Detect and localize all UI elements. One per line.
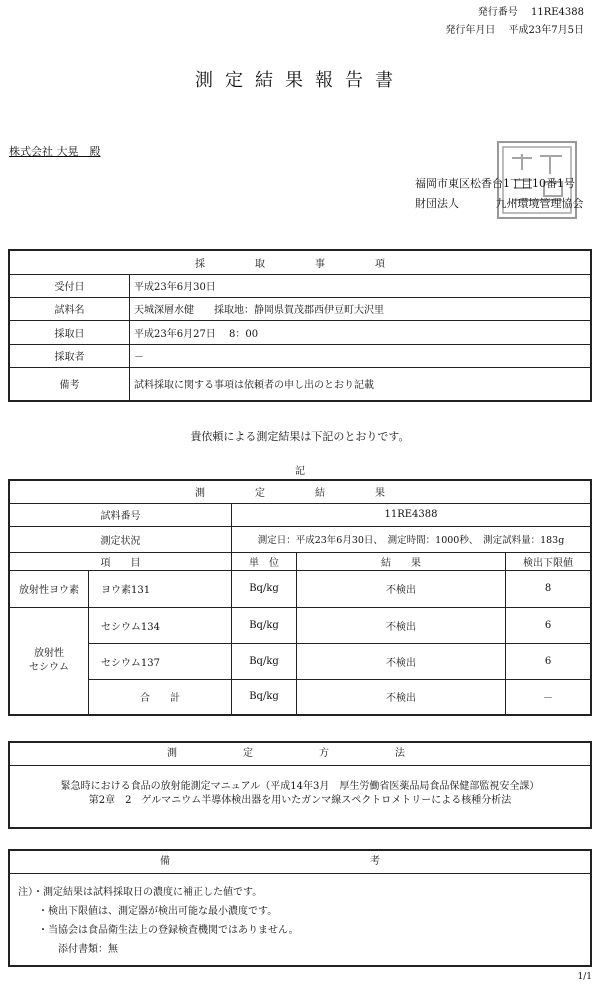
method-body xyxy=(10,766,590,808)
cesium-group-line2: セシウム xyxy=(29,661,69,673)
ki-marker: 記 xyxy=(295,466,305,477)
sampling-heading: 採 取 事 項 xyxy=(9,250,591,274)
result-value: 不検出 xyxy=(297,643,506,679)
cesium-group xyxy=(9,607,89,715)
page-number: 1/1 xyxy=(577,972,592,982)
result-limit: 6 xyxy=(506,607,592,643)
sampling-value: 平成23年6月30日 xyxy=(130,274,592,297)
result-item: セシウム137 xyxy=(89,643,232,679)
method-heading: 測 定 方 法 xyxy=(10,743,590,766)
issuer-org-name: 九州環境管理協会 xyxy=(495,197,584,210)
issuer-org-type: 財団法人 xyxy=(415,197,459,210)
intro-sentence: 貴依頼による測定結果は下記のとおりです。 xyxy=(190,430,410,443)
result-value: 不検出 xyxy=(297,679,506,715)
note-line: 注）・測定結果は試料採取日の濃度に補正した値です。 xyxy=(18,887,263,898)
results-table xyxy=(8,479,592,716)
issue-date-label: 発行年月日 xyxy=(445,25,496,36)
issuer-org xyxy=(415,195,584,211)
result-limit: 8 xyxy=(506,570,592,607)
sampling-value: 試料採取に関する事項は依頼者の申し出のとおり記載 xyxy=(130,367,592,401)
sampling-label: 採取日 xyxy=(9,320,130,344)
result-unit: Bq/kg xyxy=(232,570,297,607)
issue-number xyxy=(478,3,584,18)
issue-number-label: 発行番号 xyxy=(477,7,518,18)
sample-no-value: 11RE4388 xyxy=(232,503,592,526)
page-title: 測定結果報告書 xyxy=(195,70,405,91)
notes-heading: 備 考 xyxy=(10,851,590,874)
notes-box xyxy=(8,849,592,967)
recipient: 株式会社 大晃 殿 xyxy=(9,145,101,158)
issue-date xyxy=(445,21,584,36)
method-box xyxy=(8,741,592,829)
sampling-table xyxy=(8,249,592,402)
condition-label: 測定状況 xyxy=(9,526,232,552)
iodine-group: 放射性ヨウ素 xyxy=(9,570,89,607)
result-value: 不検出 xyxy=(297,607,506,643)
sampling-value: － xyxy=(130,344,592,367)
result-unit: Bq/kg xyxy=(232,643,297,679)
note-line: ・当協会は食品衛生法上の登録検査機関ではありません。 xyxy=(18,925,299,936)
col-item: 項 目 xyxy=(9,552,232,570)
result-item: セシウム134 xyxy=(89,607,232,643)
sampling-value: 平成23年6月27日 8：00 xyxy=(130,320,592,344)
result-unit: Bq/kg xyxy=(232,607,297,643)
result-item: 合 計 xyxy=(89,679,232,715)
sampling-value: 天城深層水健 採取地：静岡県賀茂郡西伊豆町大沢里 xyxy=(130,297,592,320)
sampling-label: 受付日 xyxy=(9,274,130,297)
result-limit: － xyxy=(506,679,592,715)
issuer-address: 福岡市東区松香台1丁目10番1号 xyxy=(415,177,575,190)
condition-value: 測定日：平成23年6月30日、 測定時間：1000秒、 測定試料量：183g xyxy=(232,526,592,552)
note-line: 添付書類：無 xyxy=(18,944,118,955)
method-line: 緊急時における食品の放射能測定マニュアル（平成14年3月 厚生労働省医薬品局食品保健部監視安全課） xyxy=(60,781,540,792)
result-limit: 6 xyxy=(506,643,592,679)
col-limit: 検出下限値 xyxy=(506,552,592,570)
result-item: ヨウ素131 xyxy=(89,570,232,607)
sample-no-label: 試料番号 xyxy=(9,503,232,526)
results-heading: 測 定 結 果 xyxy=(9,480,591,503)
issue-date-value: 平成23年7月5日 xyxy=(508,25,584,36)
result-value: 不検出 xyxy=(297,570,506,607)
sampling-label: 試料名 xyxy=(9,297,130,320)
cesium-group-line1: 放射性 xyxy=(34,647,64,659)
result-unit: Bq/kg xyxy=(232,679,297,715)
col-unit: 単 位 xyxy=(232,552,297,570)
col-result: 結 果 xyxy=(297,552,506,570)
issue-number-value: 11RE4388 xyxy=(530,7,584,18)
notes-body xyxy=(10,874,590,959)
note-line: ・検出下限値は、測定器が検出可能な最小濃度です。 xyxy=(18,906,278,917)
sampling-label: 採取者 xyxy=(9,344,130,367)
sampling-label: 備考 xyxy=(9,367,130,401)
method-line: 第2章 2 ゲルマニウム半導体検出器を用いたガンマ線スペクトロメトリーによる核種分析法 xyxy=(88,795,512,806)
